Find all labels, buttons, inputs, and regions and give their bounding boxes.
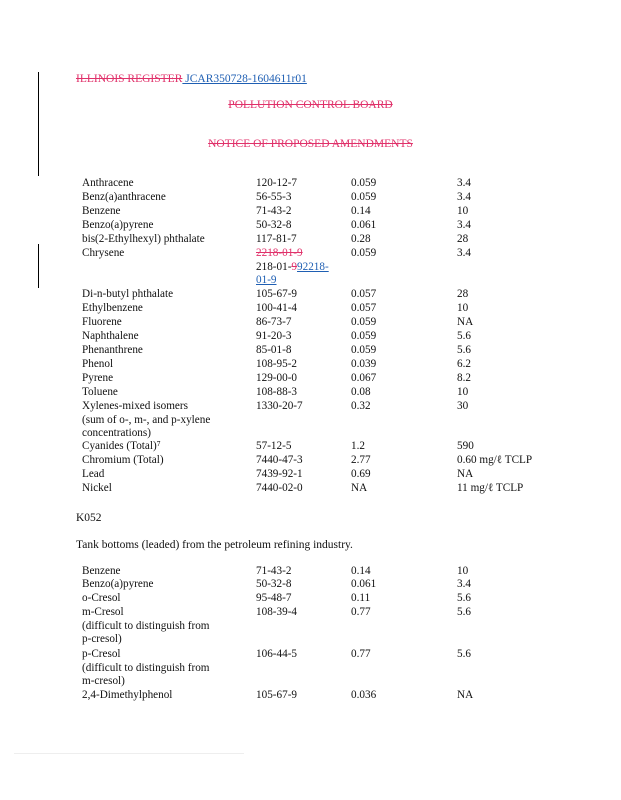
table-cell-value: 0.60 mg/ℓ TCLP — [457, 454, 533, 466]
table-cell-value: 0.057 — [351, 302, 377, 314]
table-cell-value: 0.77 — [351, 606, 371, 618]
table-cell-value: 0.061 — [351, 578, 377, 590]
table-cell-value: 10 — [457, 205, 469, 217]
table-cell-value: 10 — [457, 302, 469, 314]
table-cell-value: NA — [351, 482, 368, 494]
table-cell-name: Benzo(a)pyrene — [82, 578, 154, 590]
table-cell-cas: 95-48-7 — [256, 592, 292, 604]
table-cell-value: 0.14 — [351, 565, 371, 577]
table-cell-value: 0.69 — [351, 468, 371, 480]
table-cell-cas: 105-67-9 — [256, 689, 298, 701]
table-cell-name: Lead — [82, 468, 105, 480]
table-cell-name: Naphthalene — [82, 330, 139, 342]
table-cell-value: 0.061 — [351, 219, 377, 231]
table-cell-value: 0.059 — [351, 177, 377, 189]
table-cell-cas: 7439-92-1 — [256, 468, 303, 480]
table-cell-value: 28 — [457, 233, 469, 245]
table-cell-value: NA — [457, 468, 474, 480]
table-cell-name: Ethylbenzene — [82, 302, 143, 314]
table-cell-cas: 108-95-2 — [256, 358, 298, 370]
notice-title: NOTICE OF PROPOSED AMENDMENTS — [208, 138, 413, 150]
table-cell-value: 0.059 — [351, 316, 377, 328]
register-inserted-text: JCAR350728-1604611r01 — [182, 73, 307, 85]
table-cell-value: NA — [457, 316, 474, 328]
table-cell-name: Chromium (Total) — [82, 454, 164, 466]
table-cell-cas: 106-44-5 — [256, 648, 298, 660]
table-cell-value: NA — [457, 689, 474, 701]
table-cell-value: 5.6 — [457, 330, 471, 342]
register-struck-text: ILLINOIS REGISTER — [76, 73, 183, 85]
table-cell-cas: 2218-01-9 218-01-992218- 01-9 — [256, 247, 329, 286]
table-cell-name: Phenol — [82, 358, 114, 370]
table-cell-cas: 108-88-3 — [256, 386, 298, 398]
table-cell-value: 0.77 — [351, 648, 371, 660]
table-cell-name: Chrysene — [82, 247, 125, 259]
waste-code: K052 — [76, 512, 102, 524]
table-cell-value: 0.067 — [351, 372, 377, 384]
table-cell-value: 0.057 — [351, 288, 377, 300]
table-cell-value: 3.4 — [457, 247, 471, 259]
table-cell-cas: 129-00-0 — [256, 372, 298, 384]
table-cell-value: 30 — [457, 400, 469, 412]
table-cell-name: Phenanthrene — [82, 344, 143, 356]
table-cell-value: 3.4 — [457, 578, 471, 590]
table-cell-cas: 120-12-7 — [256, 177, 298, 189]
waste-description: Tank bottoms (leaded) from the petroleum refining industry. — [76, 539, 353, 551]
table-cell-value: 0.32 — [351, 400, 371, 412]
table-cell-value: 0.08 — [351, 386, 371, 398]
table-cell-name: m-Cresol (difficult to distinguish from p-cresol) — [82, 606, 210, 645]
table-cell-value: 0.11 — [351, 592, 371, 604]
table-cell-name: Fluorene — [82, 316, 122, 328]
table-cell-value: 5.6 — [457, 648, 471, 660]
table-cell-cas: 71-43-2 — [256, 565, 292, 577]
table-cell-value: 11 mg/ℓ TCLP — [457, 482, 524, 494]
table-cell-value: 10 — [457, 565, 469, 577]
table-cell-value: 0.059 — [351, 191, 377, 203]
table-cell-name: Cyanides (Total)⁷ — [82, 440, 161, 452]
table-cell-value: 0.28 — [351, 233, 371, 245]
table-cell-value: 10 — [457, 386, 469, 398]
table-cell-name: Nickel — [82, 482, 112, 494]
change-bar — [38, 244, 39, 288]
table-cell-cas: 56-55-3 — [256, 191, 292, 203]
table-cell-value: 0.036 — [351, 689, 377, 701]
table-cell-value: 5.6 — [457, 606, 471, 618]
table-cell-cas: 117-81-7 — [256, 233, 297, 245]
table-cell-value: 2.77 — [351, 454, 371, 466]
table-cell-name: Anthracene — [82, 177, 134, 189]
table-cell-cas: 105-67-9 — [256, 288, 298, 300]
table-cell-value: 590 — [457, 440, 474, 452]
change-bar — [38, 72, 39, 176]
table-cell-cas: 86-73-7 — [256, 316, 292, 328]
table-cell-name: Benz(a)anthracene — [82, 191, 166, 203]
table-cell-cas: 91-20-3 — [256, 330, 292, 342]
table-cell-cas: 1330-20-7 — [256, 400, 303, 412]
table-cell-name: Pyrene — [82, 372, 114, 384]
table-cell-cas: 57-12-5 — [256, 440, 292, 452]
table-cell-name: bis(2-Ethylhexyl) phthalate — [82, 233, 205, 245]
table-cell-name: Toluene — [82, 386, 118, 398]
table-cell-value: 0.059 — [351, 344, 377, 356]
table-cell-name: Benzene — [82, 565, 121, 577]
table-cell-cas: 100-41-4 — [256, 302, 298, 314]
table-cell-value: 3.4 — [457, 219, 471, 231]
table-cell-value: 0.059 — [351, 247, 377, 259]
table-cell-value: 1.2 — [351, 440, 365, 452]
table-cell-name: o-Cresol — [82, 592, 121, 604]
table-cell-value: 28 — [457, 288, 469, 300]
table-cell-name: p-Cresol (difficult to distinguish from m-cresol) — [82, 648, 210, 687]
table-cell-value: 5.6 — [457, 592, 471, 604]
table-cell-cas: 85-01-8 — [256, 344, 292, 356]
table-cell-value: 5.6 — [457, 344, 471, 356]
table-cell-value: 3.4 — [457, 191, 471, 203]
table-cell-cas: 7440-47-3 — [256, 454, 303, 466]
table-cell-name: Xylenes-mixed isomers (sum of o-, m-, and p-xylene concentrations) — [82, 400, 211, 439]
table-cell-cas: 7440-02-0 — [256, 482, 303, 494]
table-cell-cas: 71-43-2 — [256, 205, 292, 217]
table-cell-value: 0.059 — [351, 330, 377, 342]
table-cell-value: 8.2 — [457, 372, 471, 384]
table-cell-name: Di-n-butyl phthalate — [82, 288, 174, 300]
footer-rule — [14, 753, 244, 754]
table-cell-cas: 108-39-4 — [256, 606, 298, 618]
table-cell-name: Benzo(a)pyrene — [82, 219, 154, 231]
table-cell-value: 6.2 — [457, 358, 471, 370]
table-cell-cas: 50-32-8 — [256, 578, 292, 590]
table-cell-name: 2,4-Dimethylphenol — [82, 689, 173, 701]
table-cell-value: 0.14 — [351, 205, 371, 217]
table-cell-value: 3.4 — [457, 177, 471, 189]
board-title: POLLUTION CONTROL BOARD — [228, 99, 393, 111]
table-cell-value: 0.039 — [351, 358, 377, 370]
table-cell-cas: 50-32-8 — [256, 219, 292, 231]
table-cell-name: Benzene — [82, 205, 121, 217]
